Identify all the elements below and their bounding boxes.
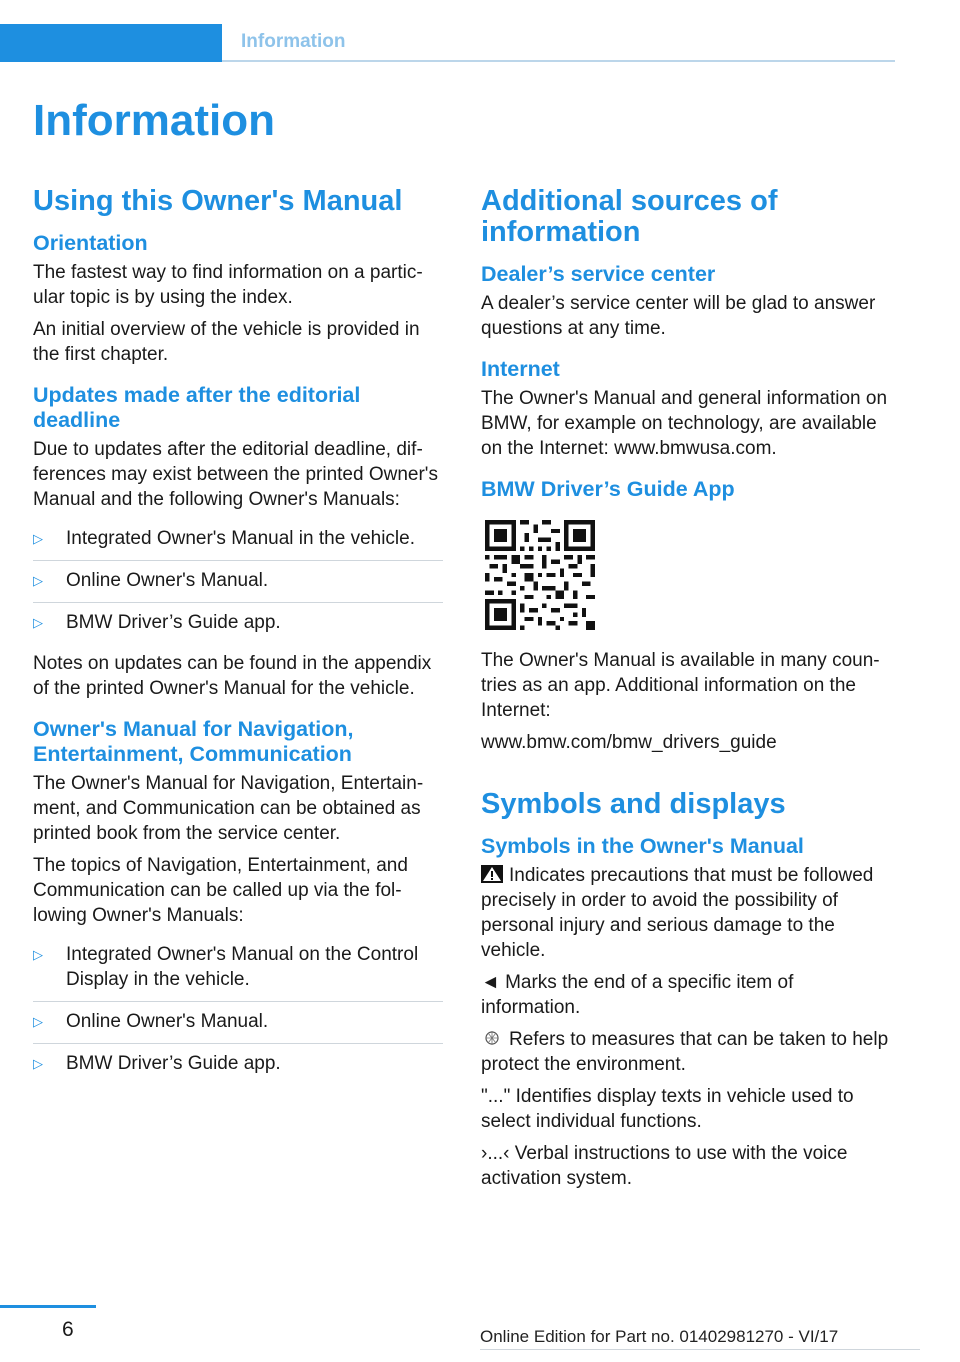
- symbol-display-text-paragraph: "..." Identifies display texts in vehicle used to select individual functions.: [481, 1086, 854, 1132]
- symbol-end-mark-paragraph: ◄ Marks the end of a specific item of information.: [481, 972, 794, 1018]
- page-number: 6: [62, 1318, 74, 1341]
- triangle-bullet-icon: ▷: [33, 531, 43, 546]
- triangle-bullet-icon: ▷: [33, 1014, 43, 1029]
- list-item: ▷ Online Owner's Manual.: [33, 560, 443, 602]
- page-title: Information: [33, 96, 275, 145]
- section-heading-additional-sources: Additional sources of information: [481, 185, 778, 248]
- qr-code-icon[interactable]: [485, 520, 595, 630]
- footer-divider: [0, 1305, 96, 1308]
- triangle-bullet-icon: ▷: [33, 1056, 43, 1071]
- environment-leaf-icon: [481, 1029, 503, 1047]
- drivers-guide-url: www.bmw.com/bmw_drivers_guide: [481, 732, 777, 753]
- header-color-bar: [0, 24, 222, 62]
- paragraph: The Owner's Manual is available in many countries as an app. Additional information on the Internet:: [481, 650, 880, 721]
- paragraph: A dealer’s service center will be glad to answer questions at any time.: [481, 293, 876, 339]
- paragraph: The fastest way to find information on a particular topic is by using the index.: [33, 262, 423, 308]
- left-column: [33, 186, 443, 1092]
- navigation-manual-list: [33, 935, 443, 1085]
- symbol-warning-paragraph: Indicates precautions that must be followed precisely in order to avoid the possibility of personal injury and serious damage to the vehicle.: [481, 865, 874, 961]
- subheading-dealer: Dealer’s service center: [481, 262, 716, 286]
- paragraph: The Owner's Manual for Navigation, Entertainment, and Communication can be obtained as printed book from the service center.: [33, 773, 424, 844]
- list-item: ▷ Online Owner's Manual.: [33, 1001, 443, 1043]
- symbol-environment-paragraph: Refers to measures that can be taken to help protect the environment.: [481, 1029, 889, 1075]
- paragraph: An initial overview of the vehicle is provided in the first chapter.: [33, 319, 420, 365]
- triangle-bullet-icon: ▷: [33, 947, 43, 962]
- subheading-drivers-guide-app: BMW Driver’s Guide App: [481, 477, 735, 501]
- paragraph: The Owner's Manual and general information on BMW, for example on technology, are available on the Internet: www.bmwusa.com.: [481, 388, 888, 459]
- list-item: ▷ Integrated Owner's Manual in the vehicle.: [33, 528, 415, 549]
- paragraph: Due to updates after the editorial deadline, differences may exist between the printed Owner's Manual and the following Owner's Manuals:: [33, 439, 438, 510]
- list-item: ▷ BMW Driver’s Guide app.: [33, 1043, 443, 1085]
- triangle-bullet-icon: ▷: [33, 615, 43, 630]
- running-header: Information: [241, 31, 346, 52]
- section-heading-owners-manual: Using this Owner's Manual: [33, 185, 403, 217]
- list-item: ▷ BMW Driver’s Guide app.: [33, 602, 443, 644]
- subheading-orientation: Orientation: [33, 231, 148, 255]
- right-column: [481, 186, 891, 1198]
- subheading-internet: Internet: [481, 357, 560, 381]
- subheading-symbols-in-manual: Symbols in the Owner's Manual: [481, 834, 804, 858]
- subheading-navigation-manual: Owner's Manual for Navigation, Entertainment, Communication: [33, 717, 354, 766]
- section-heading-symbols: Symbols and displays: [481, 788, 786, 820]
- list-item: ▷ Integrated Owner's Manual on the Control Display in the vehicle.: [33, 944, 419, 990]
- edition-note: Online Edition for Part no. 01402981270 - VI/17: [480, 1327, 839, 1346]
- header-divider: [222, 60, 895, 62]
- triangle-bullet-icon: ▷: [33, 573, 43, 588]
- warning-icon: [481, 865, 503, 883]
- subheading-updates: Updates made after the editorial deadline: [33, 383, 361, 432]
- paragraph: The topics of Navigation, Entertainment, and Communication can be called up via the following Owner's Manuals:: [33, 855, 408, 926]
- edition-underline: [480, 1349, 920, 1350]
- symbol-verbal-paragraph: ›...‹ Verbal instructions to use with the voice activation system.: [481, 1143, 848, 1189]
- paragraph: Notes on updates can be found in the appendix of the printed Owner's Manual for the vehicle.: [33, 653, 432, 699]
- updates-list: [33, 519, 443, 644]
